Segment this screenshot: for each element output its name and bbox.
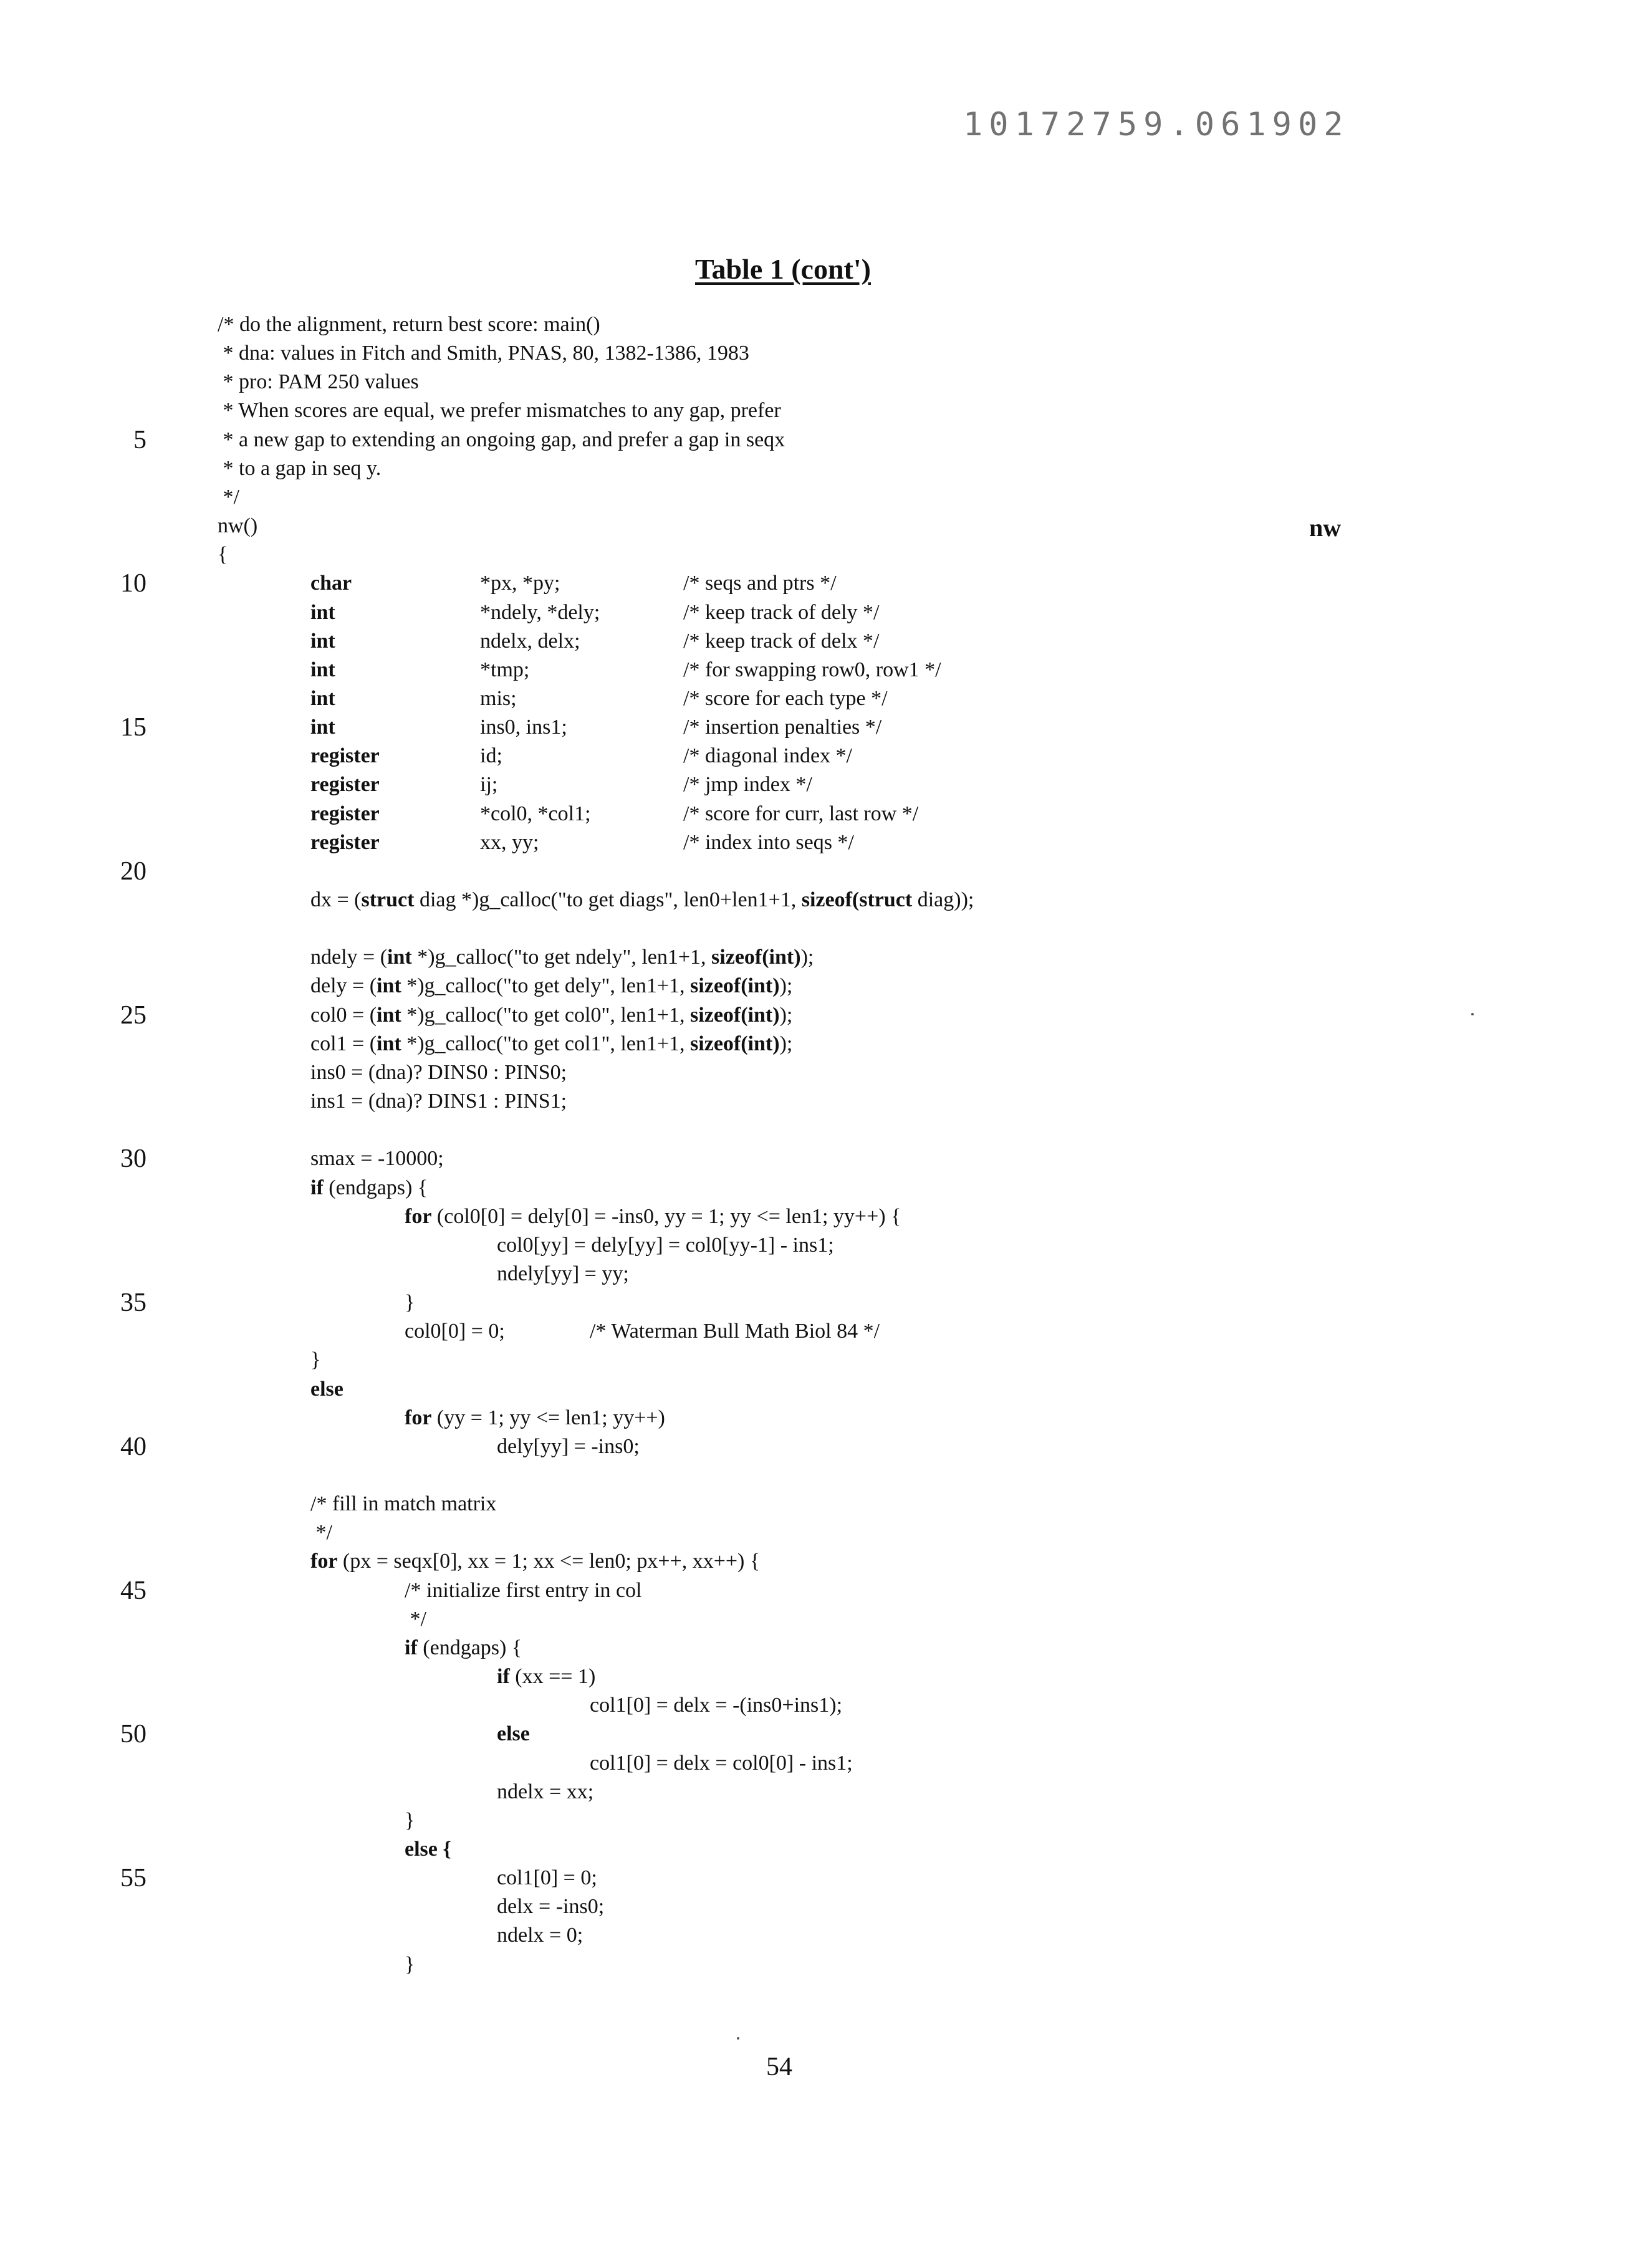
code-text: *px, *py; xyxy=(480,572,560,595)
code-keyword: sizeof(int) xyxy=(690,974,780,997)
code-text: (endgaps) { xyxy=(324,1176,428,1199)
line-number: 5 xyxy=(87,426,146,454)
code-text: ndelx, delx; xyxy=(480,630,580,653)
code-text: dely[yy] = -ins0; xyxy=(497,1435,640,1458)
code-keyword: int xyxy=(387,946,412,969)
code-text: { xyxy=(218,543,228,566)
code-keyword: int xyxy=(310,687,335,710)
code-text: *)g_calloc("to get dely", len1+1, xyxy=(401,974,690,997)
page-number: 54 xyxy=(748,2052,810,2082)
line-number: 50 xyxy=(87,1720,146,1748)
code-comment: /* score for each type */ xyxy=(683,687,888,710)
code-text: * When scores are equal, we prefer mismatches to any gap, prefer xyxy=(218,399,781,422)
code-text: ndelx = 0; xyxy=(497,1924,583,1947)
code-text: diag *)g_calloc("to get diags", len0+len1+1, xyxy=(414,888,801,911)
code-keyword: char xyxy=(310,572,352,595)
code-keyword: sizeof(struct xyxy=(802,888,912,911)
code-text: ); xyxy=(801,946,814,969)
code-text: /* fill in match matrix xyxy=(310,1492,496,1515)
code-text: /* initialize first entry in col xyxy=(405,1579,642,1602)
code-text: */ xyxy=(218,486,239,509)
code-comment: /* diagonal index */ xyxy=(683,744,852,767)
code-text: col1 = ( xyxy=(310,1032,377,1055)
code-keyword: sizeof(int) xyxy=(690,1004,780,1027)
code-text: ndely = ( xyxy=(310,946,387,969)
code-comment: /* keep track of dely */ xyxy=(683,601,879,624)
code-text: ins0, ins1; xyxy=(480,716,567,739)
code-keyword: int xyxy=(377,974,401,997)
code-comment: /* seqs and ptrs */ xyxy=(683,572,837,595)
code-text: dx = ( xyxy=(310,888,362,911)
margin-function-label: nw xyxy=(1309,513,1341,542)
code-keyword: if xyxy=(310,1176,324,1199)
code-text: *)g_calloc("to get ndely", len1+1, xyxy=(412,946,711,969)
code-keyword: int xyxy=(377,1032,401,1055)
line-number: 55 xyxy=(87,1864,146,1892)
code-text: } xyxy=(405,1953,415,1976)
code-keyword: int xyxy=(310,658,335,681)
code-text: * dna: values in Fitch and Smith, PNAS, 80, 1382-1386, 1983 xyxy=(218,342,749,365)
code-text: * pro: PAM 250 values xyxy=(218,370,419,393)
code-text: (endgaps) { xyxy=(418,1636,522,1659)
code-keyword: register xyxy=(310,802,380,825)
code-text: ins0 = (dna)? DINS0 : PINS0; xyxy=(310,1061,567,1084)
code-text: ndely[yy] = yy; xyxy=(497,1262,629,1285)
code-text: dely = ( xyxy=(310,974,377,997)
code-text: * to a gap in seq y. xyxy=(218,457,381,480)
code-keyword: for xyxy=(310,1550,337,1573)
code-keyword: else { xyxy=(405,1838,451,1861)
code-text: *col0, *col1; xyxy=(480,802,591,825)
code-text: col1[0] = delx = -(ins0+ins1); xyxy=(590,1694,842,1717)
line-number: 30 xyxy=(87,1144,146,1173)
code-text: xx, yy; xyxy=(480,831,539,854)
line-number: 25 xyxy=(87,1001,146,1030)
code-text: ndelx = xx; xyxy=(497,1780,593,1803)
code-text: } xyxy=(405,1809,415,1832)
code-text: ij; xyxy=(480,773,497,796)
line-number: 15 xyxy=(87,713,146,742)
code-text: col1[0] = 0; xyxy=(497,1866,597,1889)
code-text: } xyxy=(405,1291,415,1314)
code-keyword: register xyxy=(310,831,380,854)
document-serial-number: 10172759.061902 xyxy=(963,106,1474,143)
line-number: 40 xyxy=(87,1432,146,1461)
code-keyword: register xyxy=(310,744,380,767)
code-text: delx = -ins0; xyxy=(497,1895,604,1918)
code-text: mis; xyxy=(480,687,517,710)
code-comment: /* index into seqs */ xyxy=(683,831,854,854)
code-keyword: int xyxy=(310,716,335,739)
line-number: 45 xyxy=(87,1576,146,1605)
code-text: col0 = ( xyxy=(310,1004,377,1027)
code-keyword: register xyxy=(310,773,380,796)
code-text: ); xyxy=(780,1004,793,1027)
code-text: *tmp; xyxy=(480,658,529,681)
code-keyword: sizeof(int) xyxy=(711,946,801,969)
code-text: } xyxy=(310,1348,320,1371)
table-title: Table 1 (cont') xyxy=(0,252,1566,285)
line-number: 10 xyxy=(87,569,146,598)
code-text: */ xyxy=(405,1608,426,1631)
code-text: (col0[0] = dely[0] = -ins0, yy = 1; yy <= len1; yy++) { xyxy=(431,1205,901,1228)
code-text: nw() xyxy=(218,514,257,537)
code-comment: /* insertion penalties */ xyxy=(683,716,881,739)
code-comment: /* for swapping row0, row1 */ xyxy=(683,658,941,681)
scan-speck xyxy=(737,2037,739,2040)
code-text: * a new gap to extending an ongoing gap, and prefer a gap in seqx xyxy=(218,428,785,451)
code-keyword: else xyxy=(310,1378,343,1401)
code-keyword: for xyxy=(405,1205,431,1228)
code-text: col0[yy] = dely[yy] = col0[yy-1] - ins1; xyxy=(497,1234,834,1257)
code-keyword: int xyxy=(377,1004,401,1027)
code-keyword: int xyxy=(310,601,335,624)
code-text: *ndely, *dely; xyxy=(480,601,600,624)
code-text: /* Waterman Bull Math Biol 84 */ xyxy=(590,1320,880,1343)
code-comment: /* score for curr, last row */ xyxy=(683,802,918,825)
code-text: id; xyxy=(480,744,502,767)
code-text: */ xyxy=(310,1521,332,1544)
code-keyword: for xyxy=(405,1406,431,1429)
code-text: (px = seqx[0], xx = 1; xx <= len0; px++, xx++) { xyxy=(337,1550,760,1573)
code-keyword: sizeof(int) xyxy=(690,1032,780,1055)
code-text: col1[0] = delx = col0[0] - ins1; xyxy=(590,1752,853,1775)
line-number: 35 xyxy=(87,1288,146,1317)
code-text: (yy = 1; yy <= len1; yy++) xyxy=(431,1406,665,1429)
code-text: diag)); xyxy=(912,888,974,911)
code-keyword: if xyxy=(405,1636,418,1659)
code-keyword: struct xyxy=(362,888,415,911)
code-text: smax = -10000; xyxy=(310,1147,444,1170)
code-comment: /* keep track of delx */ xyxy=(683,630,879,653)
code-text: col0[0] = 0; xyxy=(405,1320,505,1343)
code-keyword: int xyxy=(310,630,335,653)
code-text: /* do the alignment, return best score: main() xyxy=(218,313,600,336)
code-text: *)g_calloc("to get col1", len1+1, xyxy=(401,1032,690,1055)
code-text: ins1 = (dna)? DINS1 : PINS1; xyxy=(310,1090,567,1113)
code-text: *)g_calloc("to get col0", len1+1, xyxy=(401,1004,690,1027)
code-text: ); xyxy=(780,1032,793,1055)
code-keyword: else xyxy=(497,1722,530,1745)
scan-speck xyxy=(1471,1013,1474,1015)
line-number: 20 xyxy=(87,857,146,886)
code-comment: /* jmp index */ xyxy=(683,773,812,796)
code-keyword: if xyxy=(497,1665,510,1688)
code-text: ); xyxy=(780,974,793,997)
code-text: (xx == 1) xyxy=(510,1665,596,1688)
